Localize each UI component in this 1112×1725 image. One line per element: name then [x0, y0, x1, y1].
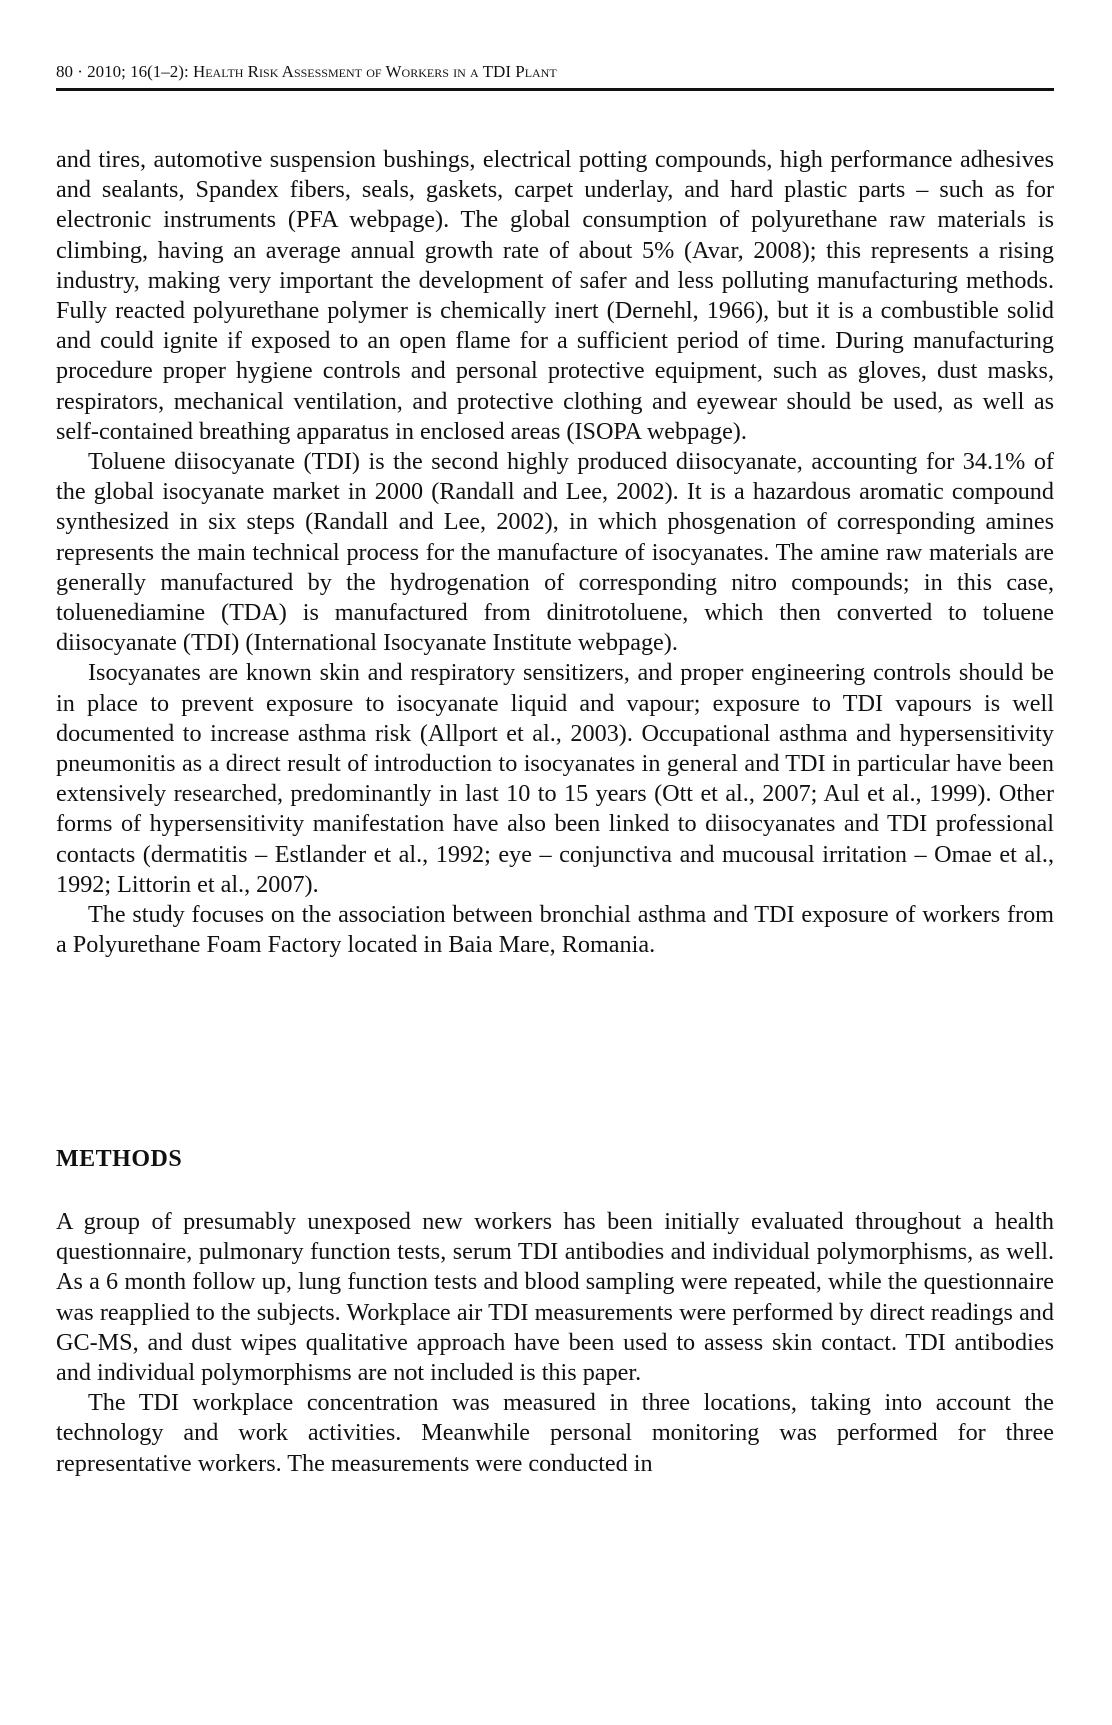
paragraph: and tires, automotive suspension bushings, electrical potting compounds, high performance adhesives and sealants, Spandex fibers, seals, gaskets, carpet underlay, and hard plastic parts – such as for electronic instruments (PFA webpage). The global consumption of polyurethane raw materials is climbing, having an average annual growth rate of about 5% (Avar, 2008); this represents a rising industry, making very important the development of safer and less polluting manufacturing methods. Fully reacted polyurethane polymer is chemically inert (Dernehl, 1966), but it is a combustible solid and could ignite if exposed to an open flame for a sufficient period of time. During manufacturing procedure proper hygiene controls and personal protective equipment, such as gloves, dust masks, respirators, mechanical ventilation, and protective clothing and eyewear should be used, as well as self-contained breathing apparatus in enclosed areas (ISOPA webpage). — [56, 146, 1054, 445]
journal-citation: · 2010; 16(1–2): — [73, 62, 193, 81]
paragraph: The study focuses on the association between bronchial asthma and TDI exposure of workers from a Polyurethane Foam Factory located in Baia Mare, Romania. — [56, 901, 1054, 959]
page-number: 80 — [56, 62, 73, 81]
header-rule — [56, 88, 1054, 91]
methods-section — [56, 1207, 1054, 1479]
intro-section — [56, 145, 1054, 960]
paragraph: Toluene diisocyanate (TDI) is the second highly produced diisocyanate, accounting for 34.1% of the global isocyanate market in 2000 (Randall and Lee, 2002). It is a hazardous aromatic compound synthesized in six steps (Randall and Lee, 2002), in which phosgenation of corresponding amines represents the main technical process for the manufacture of isocyanates. The amine raw materials are generally manufactured by the hydrogenation of corresponding nitro compounds; in this case, toluenediamine (TDA) is manufactured from dinitrotoluene, which then converted to toluene diisocyanate (TDI) (International Isocyanate Institute webpage). — [56, 448, 1054, 657]
paragraph: Isocyanates are known skin and respiratory sensitizers, and proper engineering controls should be in place to prevent exposure to isocyanate liquid and vapour; exposure to TDI vapours is well documented to increase asthma risk (Allport et al., 2003). Occupational asthma and hypersensitivity pneumonitis as a direct result of introduction to isocyanates in general and TDI in particular have been extensively researched, predominantly in last 10 to 15 years (Ott et al., 2007; Aul et al., 1999). Other forms of hypersensitivity manifestation have also been linked to diisocyanates and TDI professional contacts (dermatitis – Estlander et al., 1992; eye – conjunctiva and mucousal irritation – Omae et al., 1992; Littorin et al., 2007). — [56, 659, 1054, 898]
section-heading-methods: METHODS — [56, 1146, 183, 1172]
paragraph: A group of presumably unexposed new workers has been initially evaluated throughout a health questionnaire, pulmonary function tests, serum TDI antibodies and individual polymorphisms, as well. As a 6 month follow up, lung function tests and blood sampling were repeated, while the questionnaire was reapplied to the subjects. Workplace air TDI measurements were performed by direct readings and GC-MS, and dust wipes qualitative approach have been used to assess skin contact. TDI antibodies and individual polymorphisms are not included is this paper. — [56, 1208, 1054, 1387]
running-header — [56, 60, 1054, 84]
running-title: Health Risk Assessment of Workers in a TDI Plant — [192, 62, 557, 81]
paragraph: The TDI workplace concentration was measured in three locations, taking into account the technology and work activities. Meanwhile personal monitoring was performed for three representative workers. The measurements were conducted in — [56, 1389, 1054, 1477]
